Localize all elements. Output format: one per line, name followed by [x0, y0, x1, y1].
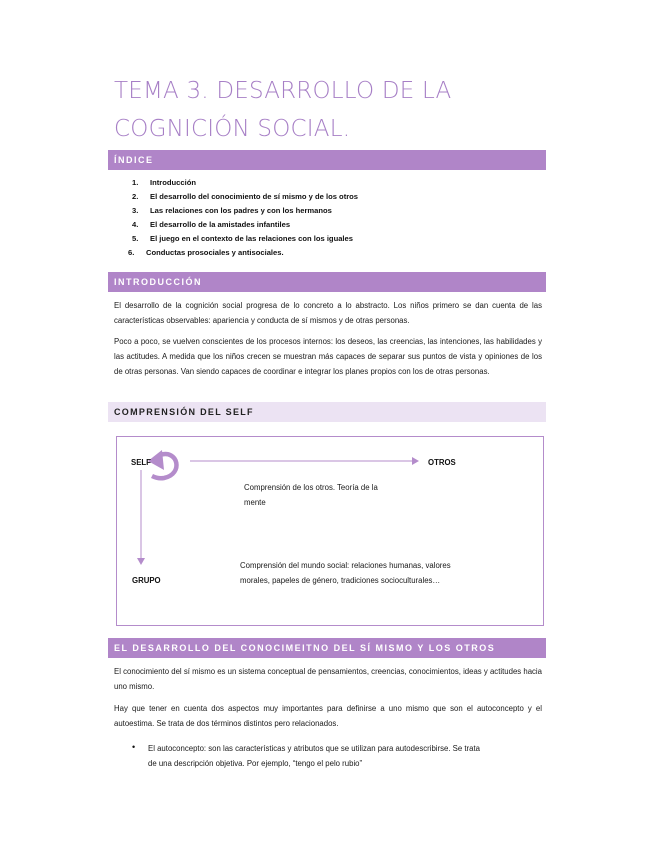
index-label: Conductas prosociales y antisociales.	[146, 248, 284, 257]
bullet-item-autoconcepto	[148, 741, 543, 771]
intro-paragraph-1: El desarrollo de la cognición social progresa de lo concreto a lo abstracto. Los niños primero se dan cuenta de las características observables: apariencia y conducta de sí mismos y de otras personas.	[114, 301, 542, 325]
diagram-note-otros	[244, 480, 378, 510]
index-num: 5.	[132, 234, 139, 243]
bullet-line-1: El autoconcepto: son las características y atributos que se utilizan para autodescribirse. Se trata	[148, 744, 480, 753]
index-num: 2.	[132, 192, 139, 201]
note-otros-line-2: mente	[244, 498, 266, 507]
index-label: El desarrollo de la amistades infantiles	[150, 220, 291, 229]
section-header-desarrollo: EL DESARROLLO DEL CONOCIMEITNO DEL SÍ MISMO Y LOS OTROS	[108, 638, 546, 658]
note-otros-line-1: Comprensión de los otros. Teoría de la	[244, 483, 378, 492]
section-header-comprension-self: COMPRENSIÓN DEL SELF	[108, 402, 546, 422]
bullet-icon: •	[132, 742, 136, 752]
index-num: 3.	[132, 206, 139, 215]
index-label: El desarrollo del conocimiento de sí mismo y de los otros	[150, 192, 359, 201]
index-num: 1.	[132, 178, 139, 187]
diagram-label-otros: OTROS	[428, 458, 456, 467]
note-grupo-line-2: morales, papeles de género, tradiciones socioculturales…	[240, 576, 441, 585]
index-num: 6.	[128, 248, 135, 257]
index-label: Introducción	[150, 178, 196, 187]
intro-paragraph-2: Poco a poco, se vuelven conscientes de los procesos internos: los deseos, las creencias, las intenciones, las habilidades y las actitudes. A medida que los niños crecen se muestran más capaces de separar sus puntos de vista y opiniones de los de otras personas. Van siendo capaces de coordinar e integrar los planes propios con los de otras personas.	[114, 337, 542, 376]
index-label: Las relaciones con los padres y con los hermanos	[150, 206, 332, 215]
title-line-2: COGNICIÓN SOCIAL.	[114, 116, 351, 142]
diagram-note-grupo	[240, 558, 451, 588]
diagram-label-grupo: GRUPO	[132, 576, 161, 585]
title-line-1: TEMA 3. DESARROLLO DE LA	[114, 78, 452, 104]
index-label: El juego en el contexto de las relaciones con los iguales	[150, 234, 353, 243]
bullet-line-2: de una descripción objetiva. Por ejemplo, “tengo el pelo rubio”	[148, 759, 363, 768]
section-header-introduccion: INTRODUCCIÓN	[108, 272, 546, 292]
diagram-label-self: SELF	[131, 458, 151, 467]
section-header-indice: ÍNDICE	[108, 150, 546, 170]
index-num: 4.	[132, 220, 139, 229]
note-grupo-line-1: Comprensión del mundo social: relaciones humanas, valores	[240, 561, 451, 570]
desarrollo-paragraph-2: Hay que tener en cuenta dos aspectos muy importantes para definirse a uno mismo que son el autoconcepto y el autoestima. Se trata de dos términos distintos pero relacionados.	[114, 704, 542, 728]
desarrollo-paragraph-1: El conocimiento del sí mismo es un sistema conceptual de pensamientos, creencias, conocimientos, ideas y actitudes hacia uno mismo.	[114, 667, 542, 691]
